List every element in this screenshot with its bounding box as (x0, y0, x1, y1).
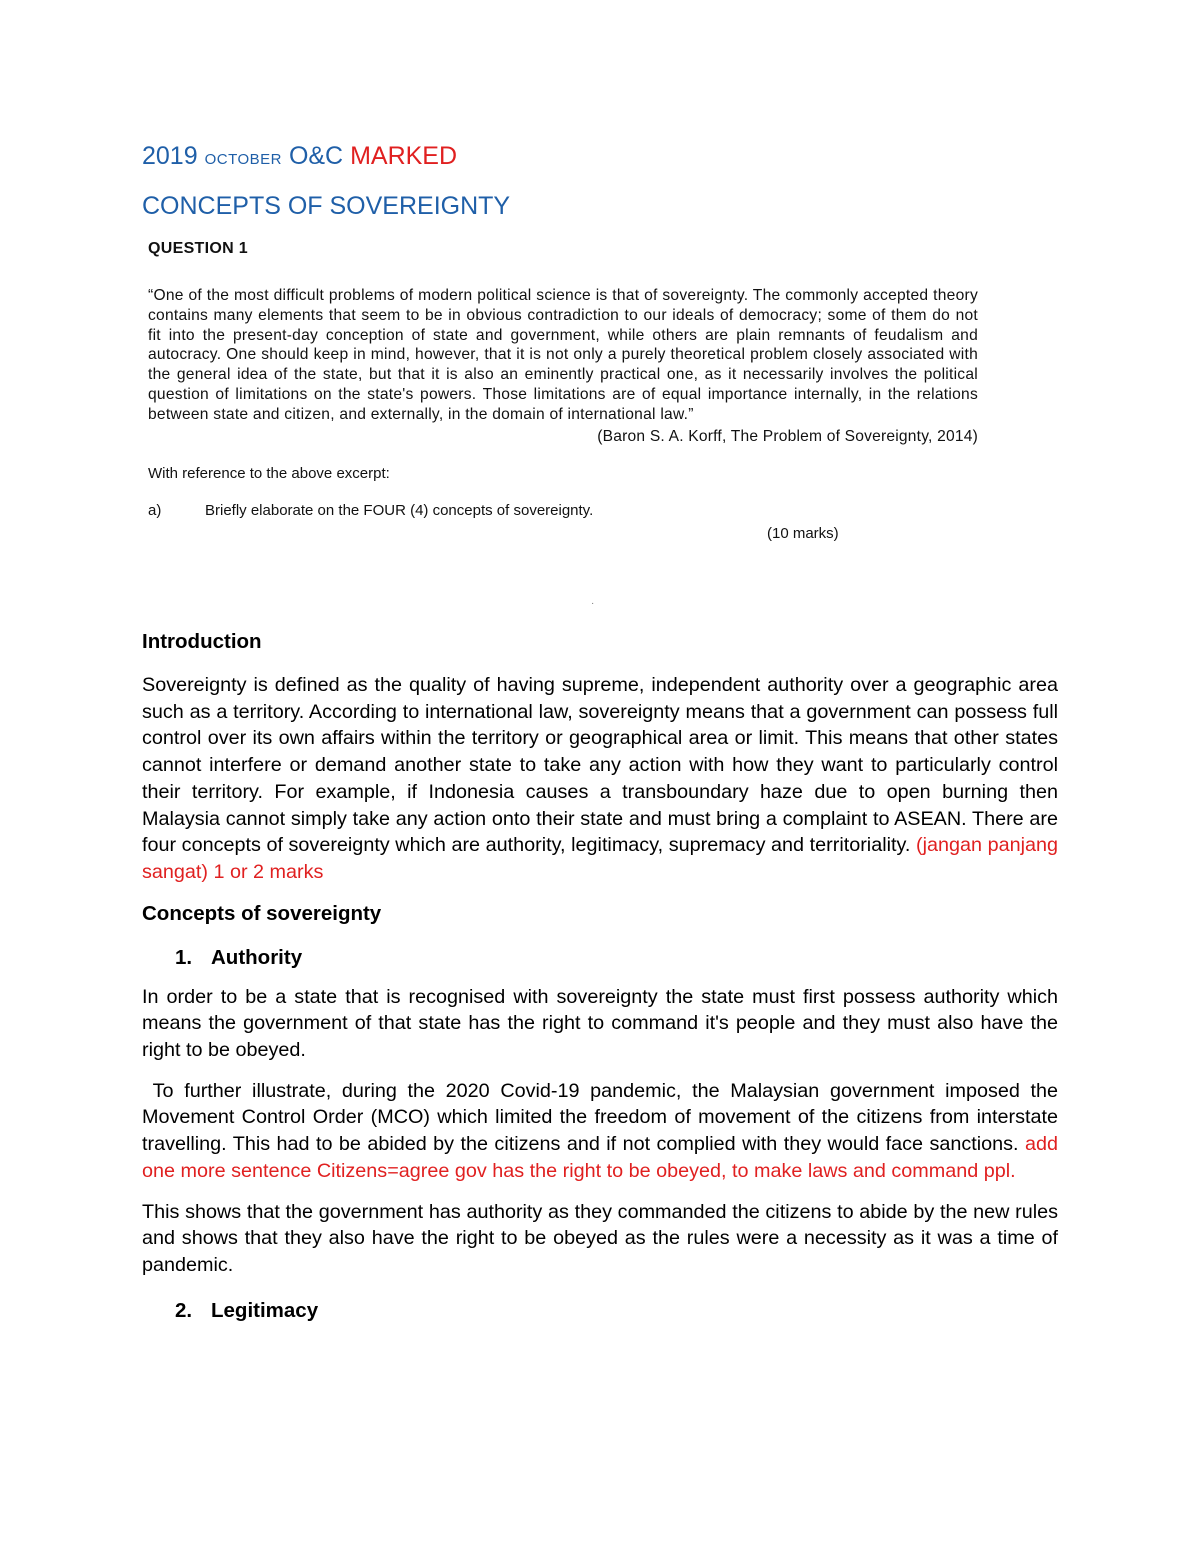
document-title (142, 140, 457, 176)
title-status: MARKED (350, 142, 458, 170)
concept-title: Legitimacy (211, 1298, 319, 1322)
authority-marker-note: add one more sentence Citizens=agree gov has the right to be obeyed, to make laws and command ppl. (142, 1133, 1058, 1182)
document-subtitle: CONCEPTS OF SOVEREIGNTY (142, 192, 511, 220)
title-year: 2019 (142, 142, 198, 170)
question-heading: QUESTION 1 (148, 240, 248, 257)
question-marks: (10 marks) (767, 524, 839, 542)
answer-body (142, 628, 1064, 1337)
introduction-heading: Introduction (142, 630, 262, 653)
title-month: OCTOBER (204, 151, 282, 168)
concept-number: 2. (175, 1298, 193, 1322)
introduction-marker-note: (jangan panjang sangat) 1 or 2 marks (142, 834, 1059, 883)
authority-paragraph-2-text: To further illustrate, during the 2020 Covid-19 pandemic, the Malaysian government imposed the Movement Control Order (MCO) which limited the freedom of movement of the citizens from interstate travelling. This had to be abided by the citizens and if not complied with they would face sanctions. (142, 1079, 1064, 1156)
question-instruction: With reference to the above excerpt: (148, 464, 390, 482)
scan-speck: · (591, 598, 595, 609)
concept-authority-heading (142, 944, 1058, 972)
question-part-letter: a) (148, 501, 162, 519)
authority-paragraph-1: In order to be a state that is recognised with sovereignty the state must first possess authority which means the government of that state has the right to command it's people and they must also have the right to be obeyed. (142, 985, 1058, 1062)
authority-paragraph-3: This shows that the government has authority as they commanded the citizens to abide by the new rules and shows that they also have the right to be obeyed as the rules were a necessity as it was a time of pandemic. (142, 1200, 1058, 1276)
question-citation: (Baron S. A. Korff, The Problem of Sovereignty, 2014) (597, 427, 978, 445)
question-part-a (148, 502, 978, 519)
title-subject: O&C (288, 142, 344, 170)
question-part-text: Briefly elaborate on the FOUR (4) concepts of sovereignty. (205, 501, 594, 519)
introduction-text: Sovereignty is defined as the quality of having supreme, independent authority over a geographic area such as a territory. According to international law, sovereignty means that a government can possess full control over its own affairs within the territory or geographical area or limit. This means that other states cannot interfere or demand another state to take any action with how they want to particularly control their territory. For example, if Indonesia causes a transboundary haze due to open burning then Malaysia cannot simply take any action onto their state and must bring a complaint to ASEAN. There are four concepts of sovereignty which are authority, legitimacy, supremacy and territoriality. (142, 674, 1058, 857)
introduction-paragraph (142, 672, 1058, 886)
concept-legitimacy-heading (142, 1297, 1058, 1325)
question-excerpt (148, 240, 978, 542)
authority-paragraph-2 (142, 1078, 1064, 1185)
concept-number: 1. (175, 945, 193, 969)
question-quote: “One of the most difficult problems of modern political science is that of sovereignty. The commonly accepted theory contains many elements that seem to be in obvious contradiction to our ideals of democracy; some of them do not fit into the present-day conception of state and government, while others are plain remnants of feudalism and autocracy. One should keep in mind, however, that it is not only a purely theoretical problem closely associated with the general idea of the state, but that it is also an eminently practical one, as it necessarily involves the political question of limitations on the state's powers. Those limitations are of equal importance internally, in the relations between state and citizen, and externally, in the domain of international law.” (148, 287, 978, 423)
concept-title: Authority (211, 945, 303, 969)
concepts-heading: Concepts of sovereignty (142, 901, 382, 925)
